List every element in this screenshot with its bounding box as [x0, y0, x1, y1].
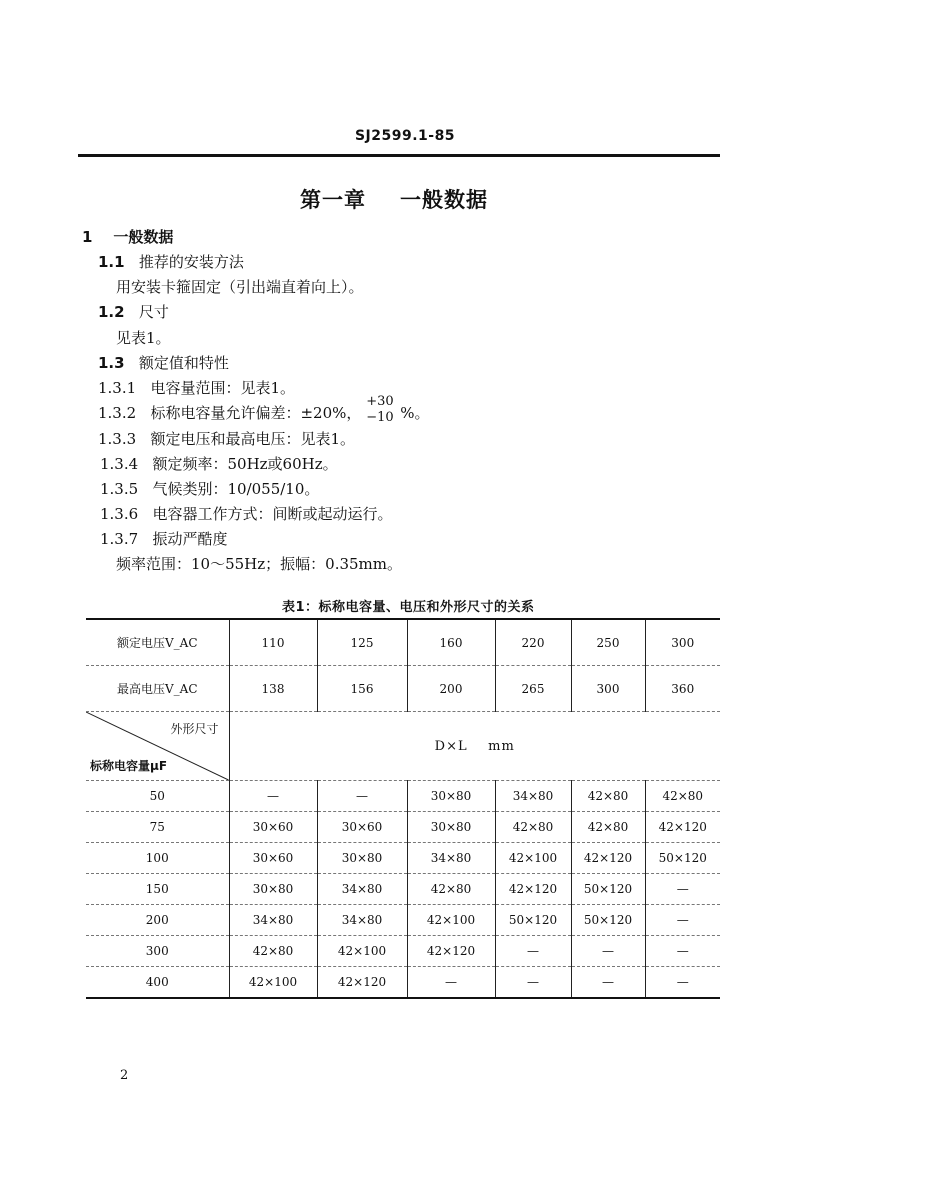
capacitance-cell: 400 — [86, 967, 229, 999]
item-text: 振动严酷度 — [152, 530, 228, 548]
table-cell: 265 — [495, 666, 571, 712]
diagonal-header-cell — [86, 712, 229, 781]
max-voltage-row — [86, 666, 720, 712]
dimension-cell: — — [229, 781, 317, 812]
section-1-1-body: 用安装卡箍固定（引出端直着向上）。 — [116, 278, 364, 296]
item-number: 1.3.1 — [98, 379, 137, 397]
dimension-cell: 42×120 — [495, 874, 571, 905]
dimension-cell: 34×80 — [229, 905, 317, 936]
dimension-cell: — — [495, 967, 571, 999]
chapter-number: 第一章 — [300, 188, 366, 212]
item-number: 1.3.6 — [100, 505, 139, 523]
dimension-cell: 50×120 — [495, 905, 571, 936]
section-title: 推荐的安装方法 — [138, 253, 244, 271]
dimension-cell: 42×120 — [407, 936, 495, 967]
dimension-cell: 42×100 — [495, 843, 571, 874]
dimension-unit-header: D×L mm — [229, 712, 720, 781]
section-number: 1.2 — [98, 303, 125, 321]
capacitor-spec-table — [86, 618, 720, 999]
tolerance-range — [366, 394, 400, 425]
table-row — [86, 874, 720, 905]
item-1-3-6 — [100, 503, 393, 524]
item-number: 1.3.3 — [98, 430, 137, 448]
dimension-cell: 50×120 — [571, 905, 645, 936]
page-number: 2 — [120, 1068, 129, 1083]
section-title: 尺寸 — [138, 303, 169, 321]
section-title: 额定值和特性 — [138, 354, 229, 372]
dimension-cell: 42×120 — [317, 967, 407, 999]
dimension-cell: — — [571, 936, 645, 967]
table-row — [86, 967, 720, 999]
item-text: 电容器工作方式：间断或起动运行。 — [152, 505, 393, 523]
dimension-cell: 30×80 — [317, 843, 407, 874]
table-row — [86, 843, 720, 874]
chapter-title — [300, 184, 488, 214]
section-1-3-heading — [98, 352, 229, 373]
dimension-cell: 42×120 — [645, 812, 720, 843]
dimension-header-row — [86, 712, 720, 781]
section-number: 1.1 — [98, 253, 125, 271]
section-1-heading — [82, 226, 173, 247]
document-code: SJ2599.1-85 — [354, 128, 456, 144]
dimension-cell: 30×60 — [229, 812, 317, 843]
section-number: 1.3 — [98, 354, 125, 372]
table-cell: 138 — [229, 666, 317, 712]
table-row — [86, 905, 720, 936]
dimension-cell: 42×80 — [229, 936, 317, 967]
capacitance-cell: 200 — [86, 905, 229, 936]
capacitance-cell: 300 — [86, 936, 229, 967]
section-number: 1 — [82, 228, 93, 246]
chapter-name: 一般数据 — [400, 188, 488, 212]
dimension-cell: 42×80 — [495, 812, 571, 843]
rated-voltage-row — [86, 619, 720, 666]
dimension-cell: 42×80 — [571, 781, 645, 812]
dimension-cell: 34×80 — [407, 843, 495, 874]
capacitance-cell: 75 — [86, 812, 229, 843]
dimension-cell: — — [645, 905, 720, 936]
item-text: 额定频率：50Hz或60Hz。 — [152, 455, 338, 473]
diag-header-top: 外形尺寸 — [170, 722, 219, 736]
item-1-3-7 — [100, 528, 228, 549]
item-1-3-2 — [98, 394, 430, 425]
item-1-3-5 — [100, 478, 319, 499]
tolerance-lower: −10 — [366, 410, 394, 425]
item-number: 1.3.4 — [100, 455, 139, 473]
table-row — [86, 812, 720, 843]
item-text: 气候类别：10/055/10。 — [152, 480, 320, 498]
dimension-cell: — — [407, 967, 495, 999]
row-label: 最高电压V_AC — [86, 666, 229, 712]
dimension-cell: 30×60 — [317, 812, 407, 843]
dimension-cell: — — [571, 967, 645, 999]
dimension-cell: 42×100 — [407, 905, 495, 936]
item-number: 1.3.7 — [100, 530, 139, 548]
table-row — [86, 936, 720, 967]
table-cell: 110 — [229, 619, 317, 666]
table-cell: 360 — [645, 666, 720, 712]
dimension-cell: 42×100 — [229, 967, 317, 999]
table-cell: 125 — [317, 619, 407, 666]
item-number: 1.3.5 — [100, 480, 139, 498]
table-cell: 160 — [407, 619, 495, 666]
diag-header-bottom: 标称电容量μF — [90, 759, 168, 773]
dimension-cell: 30×60 — [229, 843, 317, 874]
item-1-3-1 — [98, 377, 295, 398]
table-cell: 300 — [571, 666, 645, 712]
item-1-3-3 — [98, 428, 355, 449]
capacitance-cell: 150 — [86, 874, 229, 905]
dimension-cell: 42×120 — [571, 843, 645, 874]
table-row — [86, 781, 720, 812]
section-title: 一般数据 — [113, 228, 174, 246]
dimension-cell: 34×80 — [317, 874, 407, 905]
table-cell: 156 — [317, 666, 407, 712]
item-1-3-7-body: 频率范围：10～55Hz；振幅：0.35mm。 — [116, 555, 403, 573]
header-divider — [78, 154, 720, 157]
table-cell: 220 — [495, 619, 571, 666]
item-text: 额定电压和最高电压：见表1。 — [150, 430, 356, 448]
item-number: 1.3.2 — [98, 404, 137, 422]
dimension-cell: 50×120 — [645, 843, 720, 874]
capacitance-cell: 50 — [86, 781, 229, 812]
dimension-cell: — — [495, 936, 571, 967]
dimension-cell: — — [317, 781, 407, 812]
dimension-cell: — — [645, 936, 720, 967]
dimension-cell: — — [645, 874, 720, 905]
dimension-cell: 34×80 — [495, 781, 571, 812]
dimension-cell: 42×80 — [407, 874, 495, 905]
item-text: 标称电容量允许偏差：±20%， — [150, 404, 362, 422]
table-caption: 表1：标称电容量、电压和外形尺寸的关系 — [282, 600, 535, 615]
item-text: 电容量范围：见表1。 — [150, 379, 296, 397]
dimension-cell: 30×80 — [407, 781, 495, 812]
dimension-cell: 42×100 — [317, 936, 407, 967]
dimension-cell: 42×80 — [645, 781, 720, 812]
section-1-2-body: 见表1。 — [116, 329, 171, 347]
table-cell: 250 — [571, 619, 645, 666]
section-1-1-heading — [98, 251, 244, 272]
section-1-2-heading — [98, 301, 169, 322]
row-label: 额定电压V_AC — [86, 619, 229, 666]
item-1-3-4 — [100, 453, 338, 474]
tolerance-upper: +30 — [366, 394, 394, 409]
dimension-cell: — — [645, 967, 720, 999]
dimension-cell: 34×80 — [317, 905, 407, 936]
dimension-cell: 30×80 — [229, 874, 317, 905]
dimension-cell: 42×80 — [571, 812, 645, 843]
table-cell: 200 — [407, 666, 495, 712]
dimension-cell: 30×80 — [407, 812, 495, 843]
capacitance-cell: 100 — [86, 843, 229, 874]
table-cell: 300 — [645, 619, 720, 666]
tolerance-unit: %。 — [400, 404, 430, 422]
dimension-cell: 50×120 — [571, 874, 645, 905]
